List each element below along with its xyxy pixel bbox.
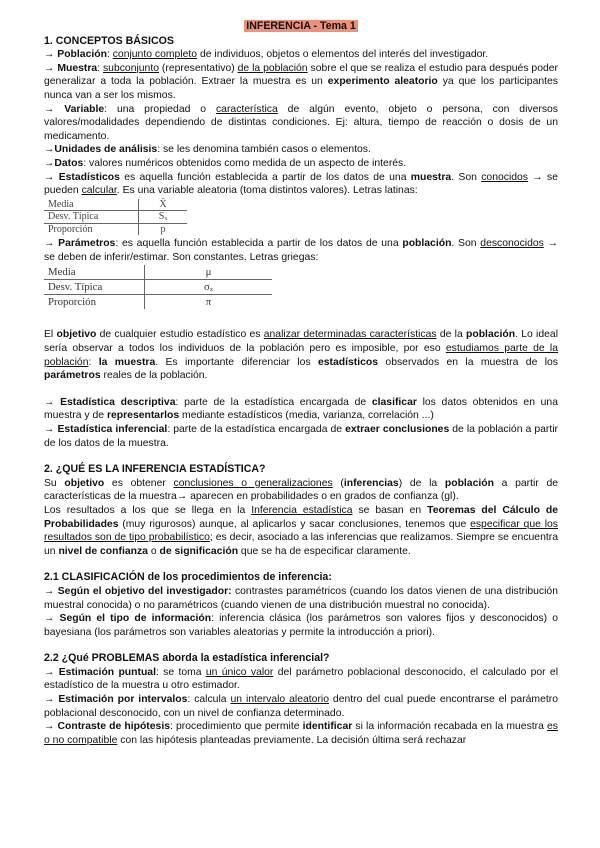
def-estimacion-intervalos: → Estimación por intervalos: calcula un intervalo aleatorio dentro del cual puede encontrarse el parámetro poblacional desconocido, con un nivel de confianza determinado. <box>44 694 558 719</box>
def-parametros: → Parámetros: es aquella función establecida a partir de los datos de una población. Son desconocidos → se deben de inferir/estimar. Son constantes. Letras griegas: <box>44 238 558 263</box>
def-estadistica-descriptiva: → Estadística descriptiva: parte de la estadística encargada de clasificar los datos obtenidos en una muestra y de representarlos mediante estadísticos (media, varianza, correlación ...) <box>44 396 558 422</box>
table-row: Media X̄ <box>44 199 187 211</box>
inferencia-objetivo-paragraph: Su objetivo es obtener conclusiones o generalizaciones (inferencias) de la población a partir de características de la muestra→ aparecen en probabilidades o en grados de confianza (gl). <box>44 477 558 503</box>
section-2-1-heading: 2.1 CLASIFICACIÓN de los procedimientos de inferencia: <box>44 571 332 584</box>
table-row: Proporción π <box>44 295 272 310</box>
section-2-heading: 2. ¿QUÉ ES LA INFERENCIA ESTADÍSTICA? <box>44 463 266 476</box>
latin-letters-table <box>44 199 187 236</box>
def-muestra: → Muestra: subconjunto (representativo) de la población sobre el que se realiza el estudio para después poder generalizar a toda la población. Extraer la muestra es un experimento aleatorio ya que los participantes nunca van a ser los mismos. <box>44 62 559 101</box>
def-estimacion-puntual: → Estimación puntual: se toma un único valor del parámetro poblacional desconocido, el calculado por el estadístico de la muestra u otro estimador. <box>44 666 558 692</box>
table-row: Proporción p <box>44 223 187 235</box>
document-title: INFERENCIA - Tema 1 <box>246 20 356 32</box>
def-variable: → Variable: una propiedad o característica de algún evento, objeto o persona, con diversos valores/modalidades dependiendo de distintas condiciones. Ej: altura, tiempo de reacción o dosis de un medicamento. <box>44 103 558 142</box>
greek-letters-table <box>44 265 272 309</box>
def-estadisticos: → Estadísticos es aquella función establecida a partir de los datos de una muestra. Son conocidos → se pueden calcular. Es una variable aleatoria (toma distintos valores). Letras latinas: <box>44 171 558 197</box>
def-unidades: →Unidades de análisis: se les denomina también casos o elementos. <box>44 144 371 156</box>
table-row: Media μ <box>44 265 272 280</box>
def-datos: →Datos: valores numéricos obtenidos como medida de un aspecto de interés. <box>44 157 407 169</box>
section-2-2-heading: 2.2 ¿Qué PROBLEMAS aborda la estadística inferencial? <box>44 652 330 665</box>
def-estadistica-inferencial: → Estadística inferencial: parte de la estadística encargada de extraer conclusiones de la población a partir de los datos de la muestra. <box>44 423 558 449</box>
def-poblacion: → Población: conjunto completo de individuos, objetos o elementos del interés del investigador. <box>44 49 489 61</box>
section-1-heading: 1. CONCEPTOS BÁSICOS <box>44 34 174 47</box>
inferencia-resultados-paragraph: Los resultados a los que se llega en la Inferencia estadística se basan en Teoremas del Cálculo de Probabilidades (muy rigurosos) aunque, al aplicarlos y sacar conclusiones, tenemos que especificar que los resultados son de tipo probabilístico; es decir, asociado a las inferencias que realizamos. Siempre se encuentra un nivel de confianza o de significación que se ha de especificar claramente. <box>44 504 558 557</box>
clasificacion-objetivo: → Según el objetivo del investigador: contrastes paramétricos (cuando los datos vienen de una distribución muestral conocida) o no paramétricos (cuando vienen de una distribución muestral no conocida). <box>44 585 558 611</box>
objetivo-paragraph: El objetivo de cualquier estudio estadístico es analizar determinadas características de la población. Lo ideal sería observar a todos los individuos de la población pero es imposible, por eso estudiamos parte de la población: la muestra. Es importante diferenciar los estadísticos observados en la muestra de los parámetros reales de la población. <box>44 329 558 382</box>
clasificacion-tipo: → Según el tipo de información: inferencia clásica (los parámetros son valores fijos y desconocidos) o bayesiana (los parámetros son variables aleatorias y permite la introducción a priori). <box>44 613 558 638</box>
table-row: Desv. Típica Sₓ <box>44 211 187 224</box>
table-row: Desv. Típica σₓ <box>44 280 272 295</box>
document-page <box>44 20 558 747</box>
def-contraste-hipotesis: → Contraste de hipótesis: procedimiento que permite identificar si la información recabada en la muestra es o no compatible con las hipótesis planteadas previamente. La decisión última será rechazar <box>44 721 559 746</box>
